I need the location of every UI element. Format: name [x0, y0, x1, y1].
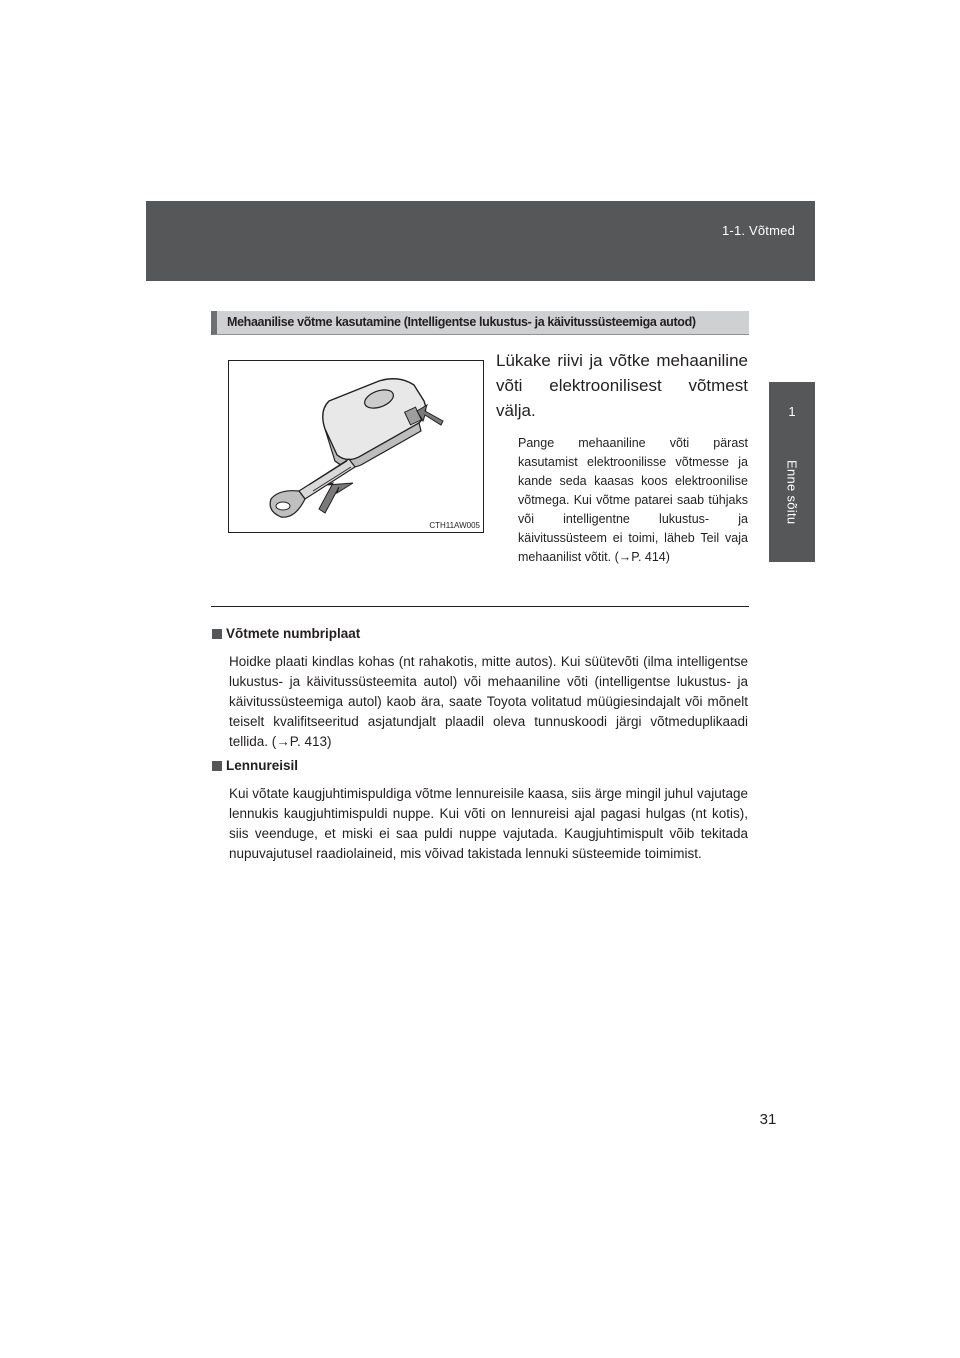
section-heading: Võtmete numbriplaat [226, 626, 361, 641]
chapter-number: 1 [788, 404, 796, 419]
section-title: 1-1. Võtmed [721, 223, 795, 238]
divider [211, 606, 749, 607]
section-key-number-plate [212, 624, 748, 752]
lead-instruction: Lükake riivi ja võtke mehaaniline võti elektroonilisest võtmest välja. [496, 351, 748, 420]
key-illustration [228, 360, 484, 533]
mechanical-key-drawing [229, 361, 483, 532]
bullet-square-icon [212, 629, 222, 639]
section-body: Kui võtate kaugjuhtimispuldiga võtme lennureisile kaasa, siis ärge mingil juhul vajutage lennukis kaugjuhtimispuldi nuppe. Kui võti on lennureisi ajal pagasi hulgas (nt kotis), siis veenduge, et miski ei saa puldi nuppe vajutada. Kaugjuhtimispult võib tekitada nupuvajutusel raadiolaineid, mis võivad takistada lennuki süsteemide toimimist. [229, 786, 748, 861]
chapter-tab [769, 382, 815, 562]
figure-code: CTH11AW005 [429, 521, 480, 530]
bullet-square-icon [212, 761, 222, 771]
box-note: Pange mehaaniline võti pärast kasutamist elektroonilisse võtmesse ja kande seda kaasas koos elektroonilise võtmega. Kui võtme patarei saab tühjaks või intelligentne lukustus- ja käivitussüsteem ei toimi, läheb Teil vaja mehaanilist võtit. (→P. 414) [518, 436, 748, 564]
box-title: Mehaanilise võtme kasutamine (Intelligentse lukustus- ja käivitussüsteemiga autod) [227, 315, 696, 329]
header-band [146, 201, 815, 281]
section-air-travel [212, 756, 748, 864]
section-body: Hoidke plaati kindlas kohas (nt rahakotis, mitte autos). Kui süütevõti (ilma intelligentse lukustus- ja käivitussüsteemita autol) või mehaaniline võti (intelligentse lukustus- ja käivitussüsteemiga autol) kaob ära, saate Toyota volitatud müügiesindajalt või mõnelt teiselt kvalifitseeritud asjatundjalt plaadil oleva tunnuskoodi järgi võtmeduplikaadi tellida. (→P. 413) [229, 654, 748, 749]
chapter-title: Enne sõitu [784, 460, 800, 525]
section-heading: Lennureisil [226, 758, 299, 773]
box-title-bar [211, 311, 749, 335]
page-number: 31 [759, 1111, 777, 1128]
